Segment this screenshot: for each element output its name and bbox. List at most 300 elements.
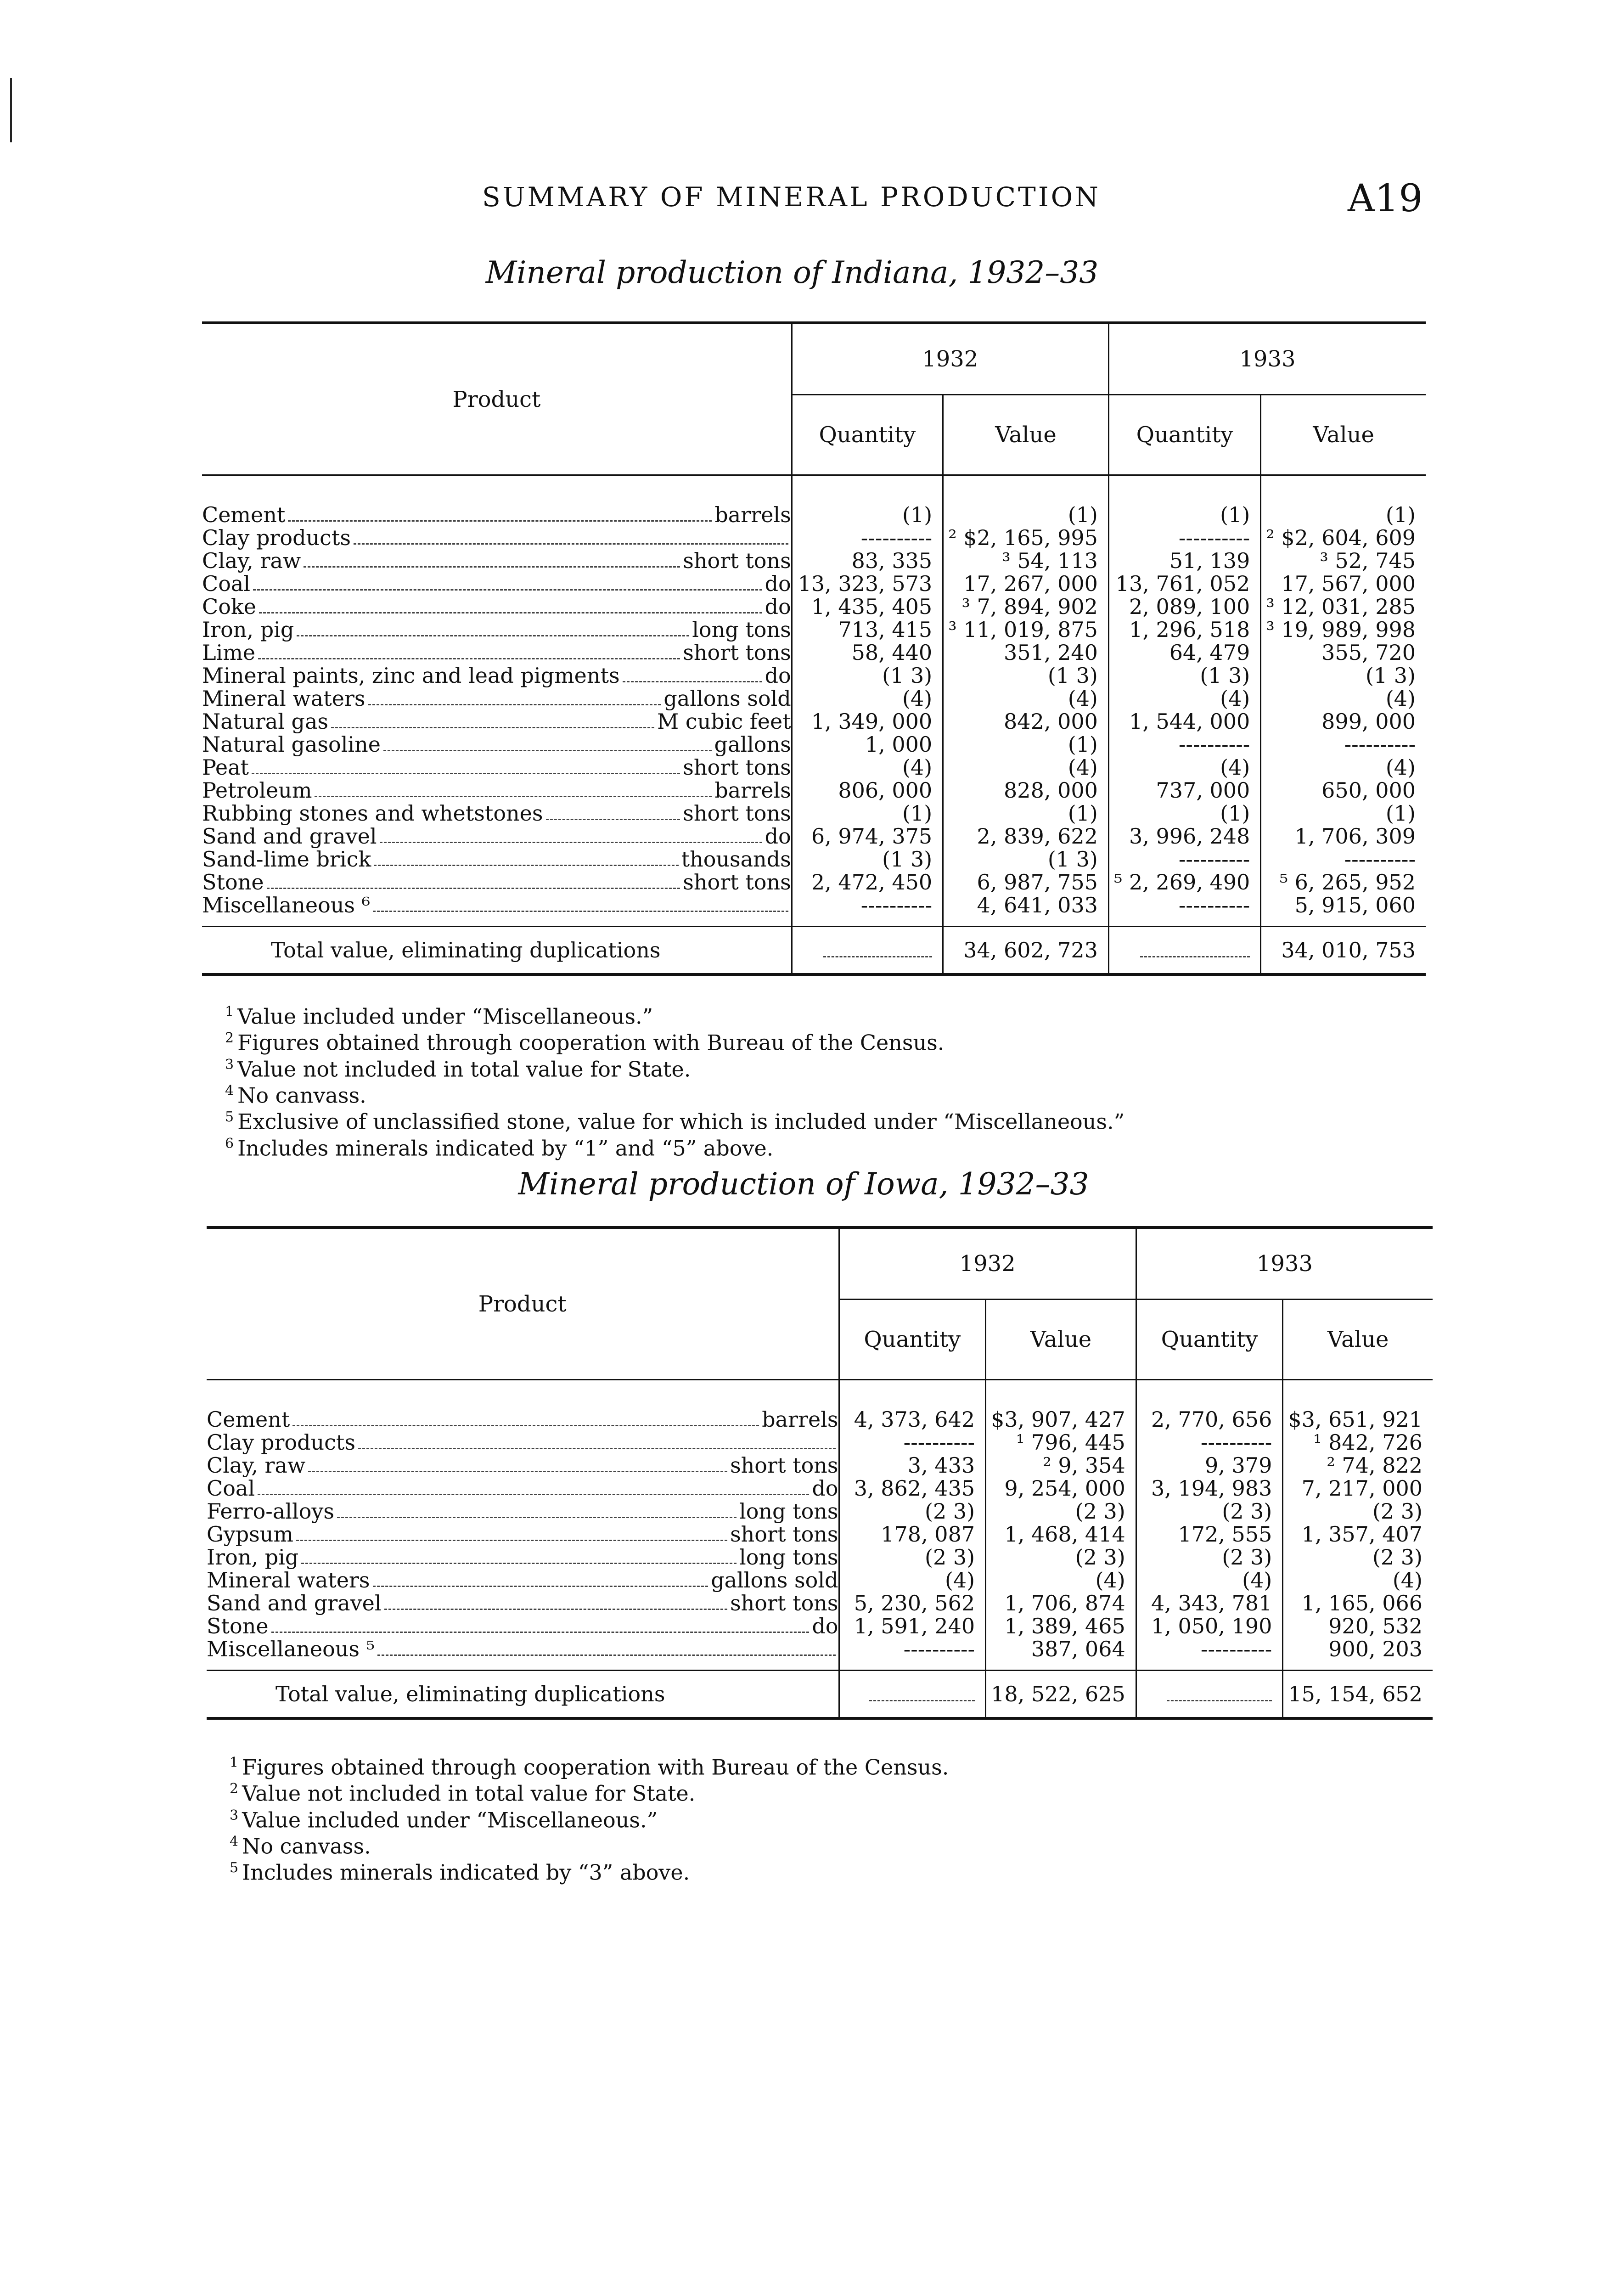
table-cell-v1933: (4) xyxy=(1392,1568,1422,1593)
product-names-column xyxy=(207,1380,839,1671)
leader-dots xyxy=(258,1494,809,1495)
product-row xyxy=(207,1408,838,1431)
product-unit: M cubic feet xyxy=(657,709,791,734)
table-cell-q1933: (1 3) xyxy=(1200,663,1250,688)
product-header: Product xyxy=(207,1227,839,1380)
table-cell-v1933: ² $2, 604, 609 xyxy=(1266,525,1416,550)
product-unit: do xyxy=(765,571,791,596)
footnote-number: 6 xyxy=(225,1135,234,1152)
indiana-table-title: Mineral production of Indiana, 1932–33 xyxy=(485,255,1099,290)
footnote-text: Exclusive of unclassified stone, value for which is included under “Miscellaneous.” xyxy=(237,1109,1125,1134)
table-cell-q1932: 4, 373, 642 xyxy=(854,1407,975,1432)
product-row xyxy=(202,802,791,825)
footnote-text: Value included under “Miscellaneous.” xyxy=(237,1004,653,1029)
table-cell-q1933: ---------- xyxy=(1178,847,1250,872)
table-cell-v1932: 6, 987, 755 xyxy=(977,870,1098,895)
table-cell-q1933: 2, 089, 100 xyxy=(1129,594,1250,619)
table-cell-v1932: (2 3) xyxy=(1075,1499,1125,1524)
year-1932-header: 1932 xyxy=(839,1227,1136,1300)
table-cell-v1933: (2 3) xyxy=(1372,1545,1422,1570)
table-cell-q1933: (2 3) xyxy=(1222,1499,1272,1524)
table-cell-v1932: ³ 54, 113 xyxy=(1002,548,1098,573)
product-name: Iron, pig xyxy=(202,617,294,642)
iowa-footnotes xyxy=(230,1752,1423,1884)
table-cell-v1932: (1) xyxy=(1068,502,1098,527)
table-cell-v1932: (4) xyxy=(1095,1568,1125,1593)
quantity-1933-column xyxy=(1136,1380,1283,1671)
leader-dots xyxy=(384,1609,728,1610)
table-cell-v1932: ³ 7, 894, 902 xyxy=(961,594,1098,619)
table-cell-v1933: 900, 203 xyxy=(1328,1637,1422,1661)
footnote-text: Figures obtained through cooperation with Bureau of the Census. xyxy=(242,1755,949,1780)
product-name: Petroleum xyxy=(202,778,312,803)
table-cell-q1933: ---------- xyxy=(1178,525,1250,550)
value-header: Value xyxy=(1283,1300,1433,1380)
table-cell-v1932: 351, 240 xyxy=(1004,640,1098,665)
table-cell-v1933: 650, 000 xyxy=(1321,778,1416,803)
table-cell-v1932: ¹ 796, 445 xyxy=(1016,1430,1125,1455)
product-row xyxy=(202,572,791,595)
table-cell-q1933: 3, 194, 983 xyxy=(1151,1476,1272,1501)
product-unit: short tons xyxy=(730,1453,838,1478)
table-cell-v1933: ³ 52, 745 xyxy=(1320,548,1416,573)
product-row xyxy=(207,1454,838,1477)
product-row xyxy=(207,1615,838,1638)
product-row xyxy=(202,549,791,572)
table-cell-v1933: ⁵ 6, 265, 952 xyxy=(1279,870,1416,895)
footnote-number: 5 xyxy=(225,1109,234,1125)
table-cell-q1932: 3, 433 xyxy=(907,1453,975,1478)
value-header: Value xyxy=(986,1300,1136,1380)
total-value-1933: 15, 154, 652 xyxy=(1283,1671,1433,1719)
product-name: Natural gasoline xyxy=(202,732,381,757)
product-name: Natural gas xyxy=(202,709,329,734)
table-cell-q1933: 9, 379 xyxy=(1205,1453,1272,1478)
footnote-number: 5 xyxy=(230,1860,239,1876)
product-row xyxy=(207,1638,838,1660)
table-cell-v1932: (1) xyxy=(1068,732,1098,757)
table-cell-v1933: 899, 000 xyxy=(1321,709,1416,734)
product-unit: gallons xyxy=(714,732,791,757)
product-row xyxy=(207,1569,838,1592)
leader-dots xyxy=(304,566,680,568)
table-cell-v1933: ² 74, 822 xyxy=(1327,1453,1422,1478)
indiana-footnotes xyxy=(225,1001,1419,1159)
total-row xyxy=(202,927,1426,975)
value-1933-column xyxy=(1283,1380,1433,1671)
product-unit: gallons sold xyxy=(663,686,791,711)
product-name: Stone xyxy=(202,870,264,895)
table-cell-v1933: (1 3) xyxy=(1365,663,1416,688)
product-name: Clay, raw xyxy=(202,548,301,573)
table-cell-q1932: 713, 415 xyxy=(838,617,933,642)
product-name: Mineral waters xyxy=(202,686,365,711)
table-cell-v1932: 387, 064 xyxy=(1031,1637,1125,1661)
footnote-text: Includes minerals indicated by “3” above. xyxy=(242,1860,690,1885)
product-name: Cement xyxy=(207,1407,290,1432)
table-cell-q1932: (1 3) xyxy=(882,847,933,872)
leader-dots xyxy=(331,727,654,728)
footnote xyxy=(225,1133,1419,1159)
leader-dots xyxy=(267,888,680,889)
product-unit: short tons xyxy=(683,640,791,665)
table-cell-v1933: ¹ 842, 726 xyxy=(1313,1430,1422,1455)
leader-dots xyxy=(337,1517,737,1518)
running-title: SUMMARY OF MINERAL PRODUCTION xyxy=(482,181,1101,213)
product-row xyxy=(207,1523,838,1546)
product-row xyxy=(202,526,791,549)
leader-dots xyxy=(252,773,680,774)
quantity-1933-column xyxy=(1108,475,1260,927)
footnote xyxy=(230,1778,1423,1804)
leader-dots xyxy=(374,865,678,866)
table-cell-q1932: (1) xyxy=(902,502,933,527)
iowa-table xyxy=(207,1226,1433,1720)
table-cell-v1932: 1, 706, 874 xyxy=(1004,1591,1125,1615)
product-row xyxy=(207,1500,838,1523)
footnote-number: 1 xyxy=(225,1004,234,1020)
table-cell-q1933: 3, 996, 248 xyxy=(1129,824,1250,849)
table-cell-v1933: 355, 720 xyxy=(1321,640,1416,665)
table-cell-q1932: (4) xyxy=(945,1568,975,1593)
product-name: Rubbing stones and whetstones xyxy=(202,801,543,826)
quantity-header: Quantity xyxy=(1108,395,1260,475)
product-row xyxy=(202,641,791,664)
table-cell-v1933: $3, 651, 921 xyxy=(1288,1407,1422,1432)
total-value-1932: 18, 522, 625 xyxy=(986,1671,1136,1719)
product-row xyxy=(207,1592,838,1615)
table-cell-q1933: 2, 770, 656 xyxy=(1151,1407,1272,1432)
product-unit: long tons xyxy=(692,617,791,642)
table-cell-q1932: 6, 974, 375 xyxy=(811,824,933,849)
value-header: Value xyxy=(1261,395,1426,475)
table-cell-v1933: ---------- xyxy=(1344,847,1416,872)
product-unit: short tons xyxy=(683,755,791,780)
product-unit: short tons xyxy=(683,548,791,573)
total-quantity-1932 xyxy=(839,1671,986,1719)
table-cell-v1933: ---------- xyxy=(1344,732,1416,757)
table-cell-v1932: 9, 254, 000 xyxy=(1004,1476,1125,1501)
table-cell-q1932: (1) xyxy=(902,801,933,826)
total-row xyxy=(207,1671,1433,1719)
table-cell-q1932: 806, 000 xyxy=(838,778,933,803)
footnote-text: Figures obtained through cooperation with Bureau of the Census. xyxy=(237,1030,945,1055)
value-1932-column xyxy=(943,475,1109,927)
table-cell-v1933: (4) xyxy=(1385,755,1416,780)
product-row xyxy=(202,595,791,618)
table-cell-v1932: (4) xyxy=(1068,755,1098,780)
table-cell-v1933: (4) xyxy=(1385,686,1416,711)
table-cell-v1933: 1, 165, 066 xyxy=(1301,1591,1422,1615)
product-header: Product xyxy=(202,323,792,475)
product-name: Clay products xyxy=(202,525,351,550)
table-cell-q1932: 5, 230, 562 xyxy=(854,1591,975,1615)
product-unit: do xyxy=(765,824,791,849)
total-value-1933: 34, 010, 753 xyxy=(1261,927,1426,975)
leader-dots xyxy=(258,658,680,659)
footnote-text: Value not included in total value for State. xyxy=(237,1056,691,1081)
footnote-number: 3 xyxy=(230,1807,239,1823)
table-cell-v1933: 1, 706, 309 xyxy=(1294,824,1416,849)
table-cell-v1932: $3, 907, 427 xyxy=(991,1407,1125,1432)
table-cell-v1932: 17, 267, 000 xyxy=(963,571,1098,596)
table-cell-q1932: 1, 000 xyxy=(865,732,933,757)
product-unit: short tons xyxy=(730,1591,838,1615)
product-unit: gallons sold xyxy=(711,1568,838,1593)
leader-dots xyxy=(301,1563,737,1564)
year-1933-header: 1933 xyxy=(1136,1227,1433,1300)
product-row xyxy=(202,871,791,894)
table-cell-v1932: (1 3) xyxy=(1047,663,1098,688)
leader-dots xyxy=(623,681,762,682)
total-quantity-1932 xyxy=(792,927,943,975)
product-row xyxy=(207,1431,838,1454)
table-cell-q1933: 13, 761, 052 xyxy=(1115,571,1250,596)
year-1932-header: 1932 xyxy=(792,323,1108,395)
product-name: Coal xyxy=(202,571,251,596)
product-name: Miscellaneous ⁵ xyxy=(207,1637,375,1661)
product-name: Coke xyxy=(202,594,256,619)
leader-dots xyxy=(259,612,762,613)
leader-dots xyxy=(358,1448,836,1449)
table-cell-q1932: 58, 440 xyxy=(851,640,933,665)
value-1933-column xyxy=(1261,475,1426,927)
leader-dots xyxy=(354,543,788,545)
table-cell-v1932: 828, 000 xyxy=(1004,778,1098,803)
table-cell-v1933: (2 3) xyxy=(1372,1499,1422,1524)
table-cell-q1932: 3, 862, 435 xyxy=(854,1476,975,1501)
table-cell-q1933: 64, 479 xyxy=(1169,640,1250,665)
footnote xyxy=(225,1080,1419,1106)
product-row xyxy=(207,1546,838,1569)
footnote-number: 2 xyxy=(230,1781,239,1797)
table-cell-v1932: 2, 839, 622 xyxy=(977,824,1098,849)
product-name: Stone xyxy=(207,1614,269,1638)
table-cell-q1932: 1, 435, 405 xyxy=(811,594,933,619)
product-row xyxy=(202,848,791,871)
footnote xyxy=(230,1805,1423,1831)
footnote-number: 3 xyxy=(225,1056,234,1073)
table-cell-q1932: 178, 087 xyxy=(881,1522,975,1547)
leader-dots xyxy=(368,704,661,705)
value-header: Value xyxy=(943,395,1109,475)
quantity-1932-column xyxy=(839,1380,986,1671)
product-name: Gypsum xyxy=(207,1522,294,1547)
page-number: A19 xyxy=(1348,177,1423,220)
table-cell-v1932: 1, 468, 414 xyxy=(1004,1522,1125,1547)
table-cell-v1932: (4) xyxy=(1068,686,1098,711)
table-cell-v1933: (1) xyxy=(1385,502,1416,527)
table-cell-q1933: 1, 296, 518 xyxy=(1129,617,1250,642)
indiana-table xyxy=(202,321,1426,976)
footnote xyxy=(225,1027,1419,1053)
footnote-text: No canvass. xyxy=(237,1083,366,1108)
leader-dots xyxy=(288,520,712,522)
product-unit: barrels xyxy=(714,778,791,803)
product-row xyxy=(202,779,791,802)
table-cell-q1933: (4) xyxy=(1220,755,1250,780)
table-cell-v1933: 17, 567, 000 xyxy=(1281,571,1416,596)
table-cell-q1933: 737, 000 xyxy=(1156,778,1250,803)
table-cell-v1932: ³ 11, 019, 875 xyxy=(948,617,1098,642)
product-name: Ferro-alloys xyxy=(207,1499,334,1524)
product-row xyxy=(202,664,791,687)
footnote xyxy=(230,1752,1423,1778)
product-name: Mineral waters xyxy=(207,1568,370,1593)
table-body xyxy=(207,1380,1433,1671)
table-cell-q1932: (1 3) xyxy=(882,663,933,688)
total-quantity-1933 xyxy=(1136,1671,1283,1719)
iowa-table-title: Mineral production of Iowa, 1932–33 xyxy=(518,1166,1089,1202)
product-name: Sand and gravel xyxy=(207,1591,382,1615)
product-unit: long tons xyxy=(739,1545,838,1570)
table-cell-q1933: 1, 544, 000 xyxy=(1129,709,1250,734)
table-cell-q1933: ---------- xyxy=(1178,732,1250,757)
total-quantity-1933 xyxy=(1108,927,1260,975)
leader-dots xyxy=(546,819,680,820)
total-label: Total value, eliminating duplications xyxy=(202,927,792,975)
table-cell-q1933: 51, 139 xyxy=(1169,548,1250,573)
table-cell-v1933: 5, 915, 060 xyxy=(1294,893,1416,917)
product-name: Miscellaneous ⁶ xyxy=(202,893,371,917)
table-cell-q1933: ⁵ 2, 269, 490 xyxy=(1113,870,1250,895)
total-label: Total value, eliminating duplications xyxy=(207,1671,839,1719)
table-cell-q1932: ---------- xyxy=(860,525,933,550)
table-cell-v1932: (2 3) xyxy=(1075,1545,1125,1570)
product-name: Clay products xyxy=(207,1430,355,1455)
table-cell-q1933: 4, 343, 781 xyxy=(1151,1591,1272,1615)
table-cell-q1933: ---------- xyxy=(1178,893,1250,917)
footnote-number: 2 xyxy=(225,1030,234,1047)
value-1932-column xyxy=(986,1380,1136,1671)
table-cell-v1933: ³ 12, 031, 285 xyxy=(1266,594,1416,619)
product-name: Sand and gravel xyxy=(202,824,377,849)
quantity-header: Quantity xyxy=(839,1300,986,1380)
table-cell-v1933: ³ 19, 989, 998 xyxy=(1266,617,1416,642)
table-cell-q1933: 1, 050, 190 xyxy=(1151,1614,1272,1638)
footnote xyxy=(225,1001,1419,1027)
product-name: Iron, pig xyxy=(207,1545,299,1570)
leader-dots xyxy=(315,796,712,797)
product-row xyxy=(202,825,791,848)
leader-dots xyxy=(373,1586,708,1587)
table-cell-q1932: ---------- xyxy=(903,1430,975,1455)
table-cell-q1932: (2 3) xyxy=(925,1545,975,1570)
table-cell-q1932: (4) xyxy=(902,686,933,711)
product-row xyxy=(202,733,791,756)
product-row xyxy=(207,1477,838,1500)
table-cell-q1932: 83, 335 xyxy=(851,548,933,573)
footnote xyxy=(225,1106,1419,1132)
product-name: Sand-lime brick xyxy=(202,847,371,872)
leader-dots xyxy=(292,1425,759,1426)
product-unit: do xyxy=(812,1614,838,1638)
table-cell-v1932: 1, 389, 465 xyxy=(1004,1614,1125,1638)
table-cell-q1932: (4) xyxy=(902,755,933,780)
footnote-text: Value not included in total value for State. xyxy=(242,1781,696,1806)
product-row xyxy=(202,756,791,779)
product-unit: short tons xyxy=(730,1522,838,1547)
product-row xyxy=(202,894,791,917)
product-row xyxy=(202,687,791,710)
quantity-header: Quantity xyxy=(1136,1300,1283,1380)
product-unit: do xyxy=(765,663,791,688)
table-body xyxy=(202,475,1426,927)
footnote xyxy=(225,1054,1419,1080)
table-cell-v1933: 920, 532 xyxy=(1328,1614,1422,1638)
footnote-number: 4 xyxy=(225,1082,234,1099)
table-cell-q1932: 2, 472, 450 xyxy=(811,870,933,895)
product-unit: long tons xyxy=(739,1499,838,1524)
product-name: Lime xyxy=(202,640,256,665)
product-names-column xyxy=(202,475,792,927)
leader-dots xyxy=(297,635,689,636)
table-cell-q1933: 172, 555 xyxy=(1178,1522,1272,1547)
product-row xyxy=(202,710,791,733)
leader-dots xyxy=(373,911,788,912)
table-cell-v1933: 1, 357, 407 xyxy=(1301,1522,1422,1547)
footnote xyxy=(230,1831,1423,1857)
table-cell-v1932: (1 3) xyxy=(1047,847,1098,872)
table-cell-q1932: (2 3) xyxy=(925,1499,975,1524)
product-unit: short tons xyxy=(683,801,791,826)
year-1933-header: 1933 xyxy=(1108,323,1426,395)
product-unit: do xyxy=(812,1476,838,1501)
footnote-number: 4 xyxy=(230,1833,239,1850)
table-cell-q1933: (2 3) xyxy=(1222,1545,1272,1570)
footnote-text: Includes minerals indicated by “1” and “5” above. xyxy=(237,1135,774,1160)
table-cell-q1933: (1) xyxy=(1220,801,1250,826)
table-cell-q1932: ---------- xyxy=(860,893,933,917)
footnote-number: 1 xyxy=(230,1755,239,1771)
quantity-header: Quantity xyxy=(792,395,943,475)
product-row xyxy=(202,503,791,526)
footnote-text: Value included under “Miscellaneous.” xyxy=(242,1807,658,1832)
table-cell-q1932: 1, 591, 240 xyxy=(854,1614,975,1638)
table-cell-v1932: 4, 641, 033 xyxy=(977,893,1098,917)
table-cell-q1933: (4) xyxy=(1242,1568,1272,1593)
total-value-1932: 34, 602, 723 xyxy=(943,927,1109,975)
leader-dots xyxy=(377,1654,835,1656)
product-name: Mineral paints, zinc and lead pigments xyxy=(202,663,620,688)
table-cell-q1932: 1, 349, 000 xyxy=(811,709,933,734)
table-cell-q1932: ---------- xyxy=(903,1637,975,1661)
footnote-text: No canvass. xyxy=(242,1834,371,1859)
product-row xyxy=(202,618,791,641)
table-cell-v1932: 842, 000 xyxy=(1004,709,1098,734)
table-cell-q1933: ---------- xyxy=(1200,1430,1272,1455)
product-name: Cement xyxy=(202,502,286,527)
product-name: Clay, raw xyxy=(207,1453,306,1478)
table-cell-v1932: (1) xyxy=(1068,801,1098,826)
table-cell-v1933: 7, 217, 000 xyxy=(1301,1476,1422,1501)
product-name: Coal xyxy=(207,1476,255,1501)
table-cell-v1933: (1) xyxy=(1385,801,1416,826)
product-unit: do xyxy=(765,594,791,619)
product-unit: short tons xyxy=(683,870,791,895)
table-cell-v1932: ² $2, 165, 995 xyxy=(948,525,1098,550)
quantity-1932-column xyxy=(792,475,943,927)
table-cell-v1932: ² 9, 354 xyxy=(1043,1453,1125,1478)
product-unit: barrels xyxy=(714,502,791,527)
footnote xyxy=(230,1857,1423,1883)
product-unit: thousands xyxy=(681,847,791,872)
table-cell-q1933: ---------- xyxy=(1200,1637,1272,1661)
leader-dots xyxy=(383,750,712,751)
margin-mark xyxy=(10,78,12,142)
table-cell-q1932: 13, 323, 573 xyxy=(798,571,933,596)
leader-dots xyxy=(253,589,762,591)
